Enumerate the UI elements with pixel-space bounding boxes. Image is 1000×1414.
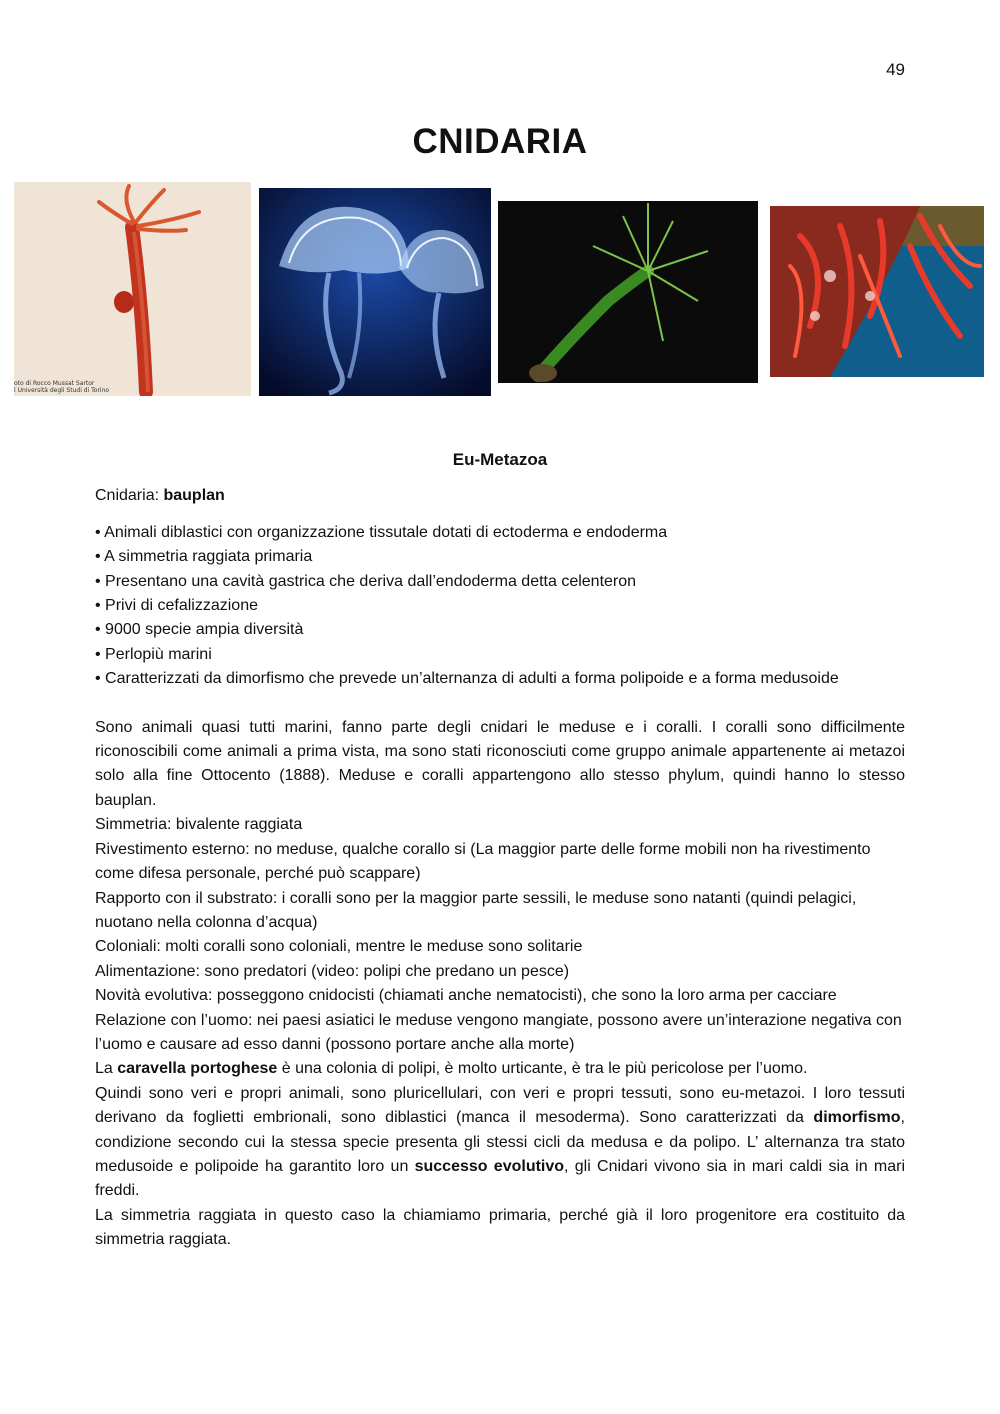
red-coral-illustration xyxy=(770,206,984,377)
list-item: • 9000 specie ampia diversità xyxy=(95,618,905,642)
feeding-line: Alimentazione: sono predatori (video: polipi che predano un pesce) xyxy=(95,962,570,980)
list-item: • Privi di cefalizzazione xyxy=(95,594,905,618)
substrate-line: Rapporto con il substrato: i coralli sono per la maggior parte sessili, le meduse sono natanti (quindi pelagici, nuotano nella colonna d’acqua) xyxy=(95,889,857,931)
caravella-line: La caravella portoghese è una colonia di polipi, è molto urticante, è tra le più pericolose per l’uomo. xyxy=(95,1060,808,1078)
bauplan-list xyxy=(95,521,905,692)
covering-line: Rivestimento esterno: no meduse, qualche corallo si (La maggior parte delle forme mobili non ha rivestimento come difesa personale, perché può scappare) xyxy=(95,840,871,883)
colonial-line: Coloniali: molti coralli sono coloniali, mentre le meduse sono solitarie xyxy=(95,938,583,956)
list-item: • Perlopiù marini xyxy=(95,643,905,667)
list-item: • Presentano una cavità gastrica che deriva dall’endoderma detta celenteron xyxy=(95,570,905,594)
closing-paragraph: La simmetria raggiata in questo caso la chiamiamo primaria, perché già il loro progenitore era costituito da simmetria raggiata. xyxy=(95,1206,905,1249)
red-coral-photo xyxy=(770,206,984,377)
section-heading: Eu-Metazoa xyxy=(452,450,548,469)
photo-credit: oto di Rocco Mussat Sartor l Università degli Studi di Torino xyxy=(14,380,110,394)
hydra-photo xyxy=(14,182,251,396)
green-hydra-photo xyxy=(498,201,758,383)
page-title: CNIDARIA xyxy=(412,122,588,161)
list-item: • A simmetria raggiata primaria xyxy=(95,545,905,569)
summary-paragraph: Quindi sono veri e propri animali, sono pluricellulari, con veri e propri tessuti, sono eu-metazoi. I loro tessuti derivano da foglietti embrionali, sono diblastici (manca il mesoderma). Sono caratterizzati da dimorfismo, condizione secondo cui la stessa specie presenta gli stessi cicli da medusa e da polipo. L’ alternanza tra stato medusoide e polipoide ha garantito loro un successo evolutivo, gli Cnidari vivono sia in mari caldi sia in mari freddi. xyxy=(95,1084,905,1200)
symmetry-line: Simmetria: bivalente raggiata xyxy=(95,816,303,834)
green-hydra-illustration xyxy=(498,201,758,383)
page-number: 49 xyxy=(886,60,905,79)
jellyfish-illustration xyxy=(259,188,491,396)
novelty-line: Novità evolutiva: posseggono cnidocisti (chiamati anche nematocisti), che sono la loro arma per cacciare xyxy=(95,987,837,1005)
hydra-illustration xyxy=(14,182,251,396)
list-item: • Animali diblastici con organizzazione tissutale dotati di ectoderma e endoderma xyxy=(95,521,905,545)
intro-paragraph: Sono animali quasi tutti marini, fanno parte degli cnidari le meduse e i coralli. I coralli sono difficilmente riconoscibili come animali a prima vista, ma sono stati riconosciuti come gruppo animale appartenente ai metazoi solo alla fine Ottocento (1888). Meduse e coralli appartengono allo stesso phylum, quindi hanno lo stesso bauplan. xyxy=(95,718,905,809)
main-text xyxy=(95,448,905,1253)
jellyfish-photo xyxy=(259,188,491,396)
bauplan-subtitle: Cnidaria: bauplan xyxy=(95,487,225,505)
human-relation-line: Relazione con l’uomo: nei paesi asiatici le meduse vengono mangiate, possono avere un’interazione negativa con l’uomo e causare ad esso danni (possono portare anche alla morte) xyxy=(95,1011,902,1053)
list-item: • Caratterizzati da dimorfismo che prevede un’alternanza di adulti a forma polipoide e a forma medusoide xyxy=(95,667,905,691)
